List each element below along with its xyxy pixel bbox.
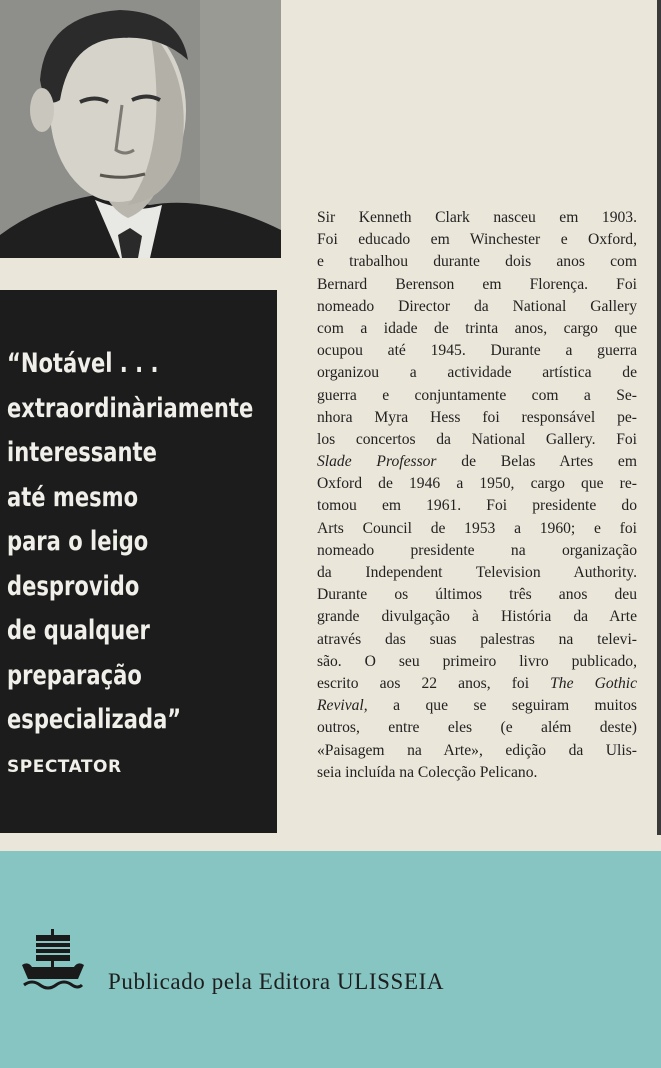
bio-line: Oxford de 1946 a 1950, cargo que re- bbox=[317, 475, 637, 493]
quote-line: preparação bbox=[7, 659, 142, 691]
bio-line: seia incluída na Colecção Pelicano. bbox=[317, 763, 538, 781]
review-quote bbox=[7, 342, 254, 743]
ship-logo-icon bbox=[20, 929, 86, 991]
bio-line-slade bbox=[317, 451, 637, 473]
quote-line: especializada” bbox=[7, 704, 182, 735]
bio-line-part: de Belas Artes em bbox=[461, 453, 637, 471]
bio-line: grande divulgação à História da Arte bbox=[317, 608, 637, 626]
bio-line: e trabalhou durante dois anos com bbox=[317, 253, 637, 271]
author-biography bbox=[317, 207, 637, 784]
bio-line: da Independent Television Authority. bbox=[317, 564, 637, 581]
quote-source: SPECTATOR bbox=[7, 757, 122, 777]
bio-italic-revival: Revival, bbox=[317, 697, 368, 715]
bio-italic-gothic: The Gothic bbox=[550, 674, 638, 692]
author-portrait bbox=[0, 0, 281, 258]
review-quote-panel bbox=[0, 290, 277, 833]
publisher-footer bbox=[0, 851, 661, 1068]
publisher-line: Publicado pela Editora ULISSEIA bbox=[108, 969, 445, 994]
bio-italic-slade: Slade Professor bbox=[317, 453, 437, 471]
bio-line-part: a que se seguiram muitos bbox=[393, 697, 637, 715]
bio-line: são. O seu primeiro livro publicado, bbox=[317, 652, 637, 670]
bio-line: Bernard Berenson em Florença. Foi bbox=[317, 275, 637, 293]
bio-line: nhora Myra Hess foi responsável pe- bbox=[317, 408, 637, 426]
bio-line: organizou a actividade artística de bbox=[317, 364, 637, 382]
bio-line: nomeado presidente na organização bbox=[317, 541, 637, 559]
bio-line: «Paisagem na Arte», edição da Ulis- bbox=[317, 741, 637, 759]
cover-edge bbox=[657, 0, 661, 835]
bio-line: através das suas palestras na televi- bbox=[317, 630, 637, 648]
quote-line: extraordinàriamente bbox=[7, 392, 254, 424]
author-portrait-photo-icon bbox=[0, 0, 281, 258]
bio-line: Arts Council de 1953 a 1960; e foi bbox=[317, 519, 637, 537]
bio-line: nomeado Director da National Gallery bbox=[317, 297, 637, 315]
bio-line: Foi educado em Winchester e Oxford, bbox=[317, 231, 637, 249]
bio-line-revival bbox=[317, 695, 637, 717]
quote-line: desprovido bbox=[7, 570, 140, 602]
bio-line: tomou em 1961. Foi presidente do bbox=[317, 497, 637, 515]
quote-line: de qualquer bbox=[7, 615, 150, 646]
bio-line: outros, entre eles (e além deste) bbox=[317, 719, 637, 737]
bio-line: com a idade de trinta anos, cargo que bbox=[317, 319, 637, 337]
bio-line: guerra e conjuntamente com a Se- bbox=[317, 386, 637, 404]
quote-line: “Notável . . . bbox=[7, 348, 159, 379]
bio-line: Sir Kenneth Clark nasceu em 1903. bbox=[317, 209, 637, 226]
bio-line-gothic bbox=[317, 673, 637, 695]
quote-line: até mesmo bbox=[7, 481, 139, 513]
bio-line: Durante os últimos três anos deu bbox=[317, 586, 637, 604]
bio-line-part: escrito aos 22 anos, foi bbox=[317, 674, 530, 692]
quote-line: para o leigo bbox=[7, 526, 149, 557]
quote-line: interessante bbox=[7, 437, 157, 468]
bio-line: los concertos da National Gallery. Foi bbox=[317, 430, 637, 448]
bio-line: ocupou até 1945. Durante a guerra bbox=[317, 342, 637, 360]
